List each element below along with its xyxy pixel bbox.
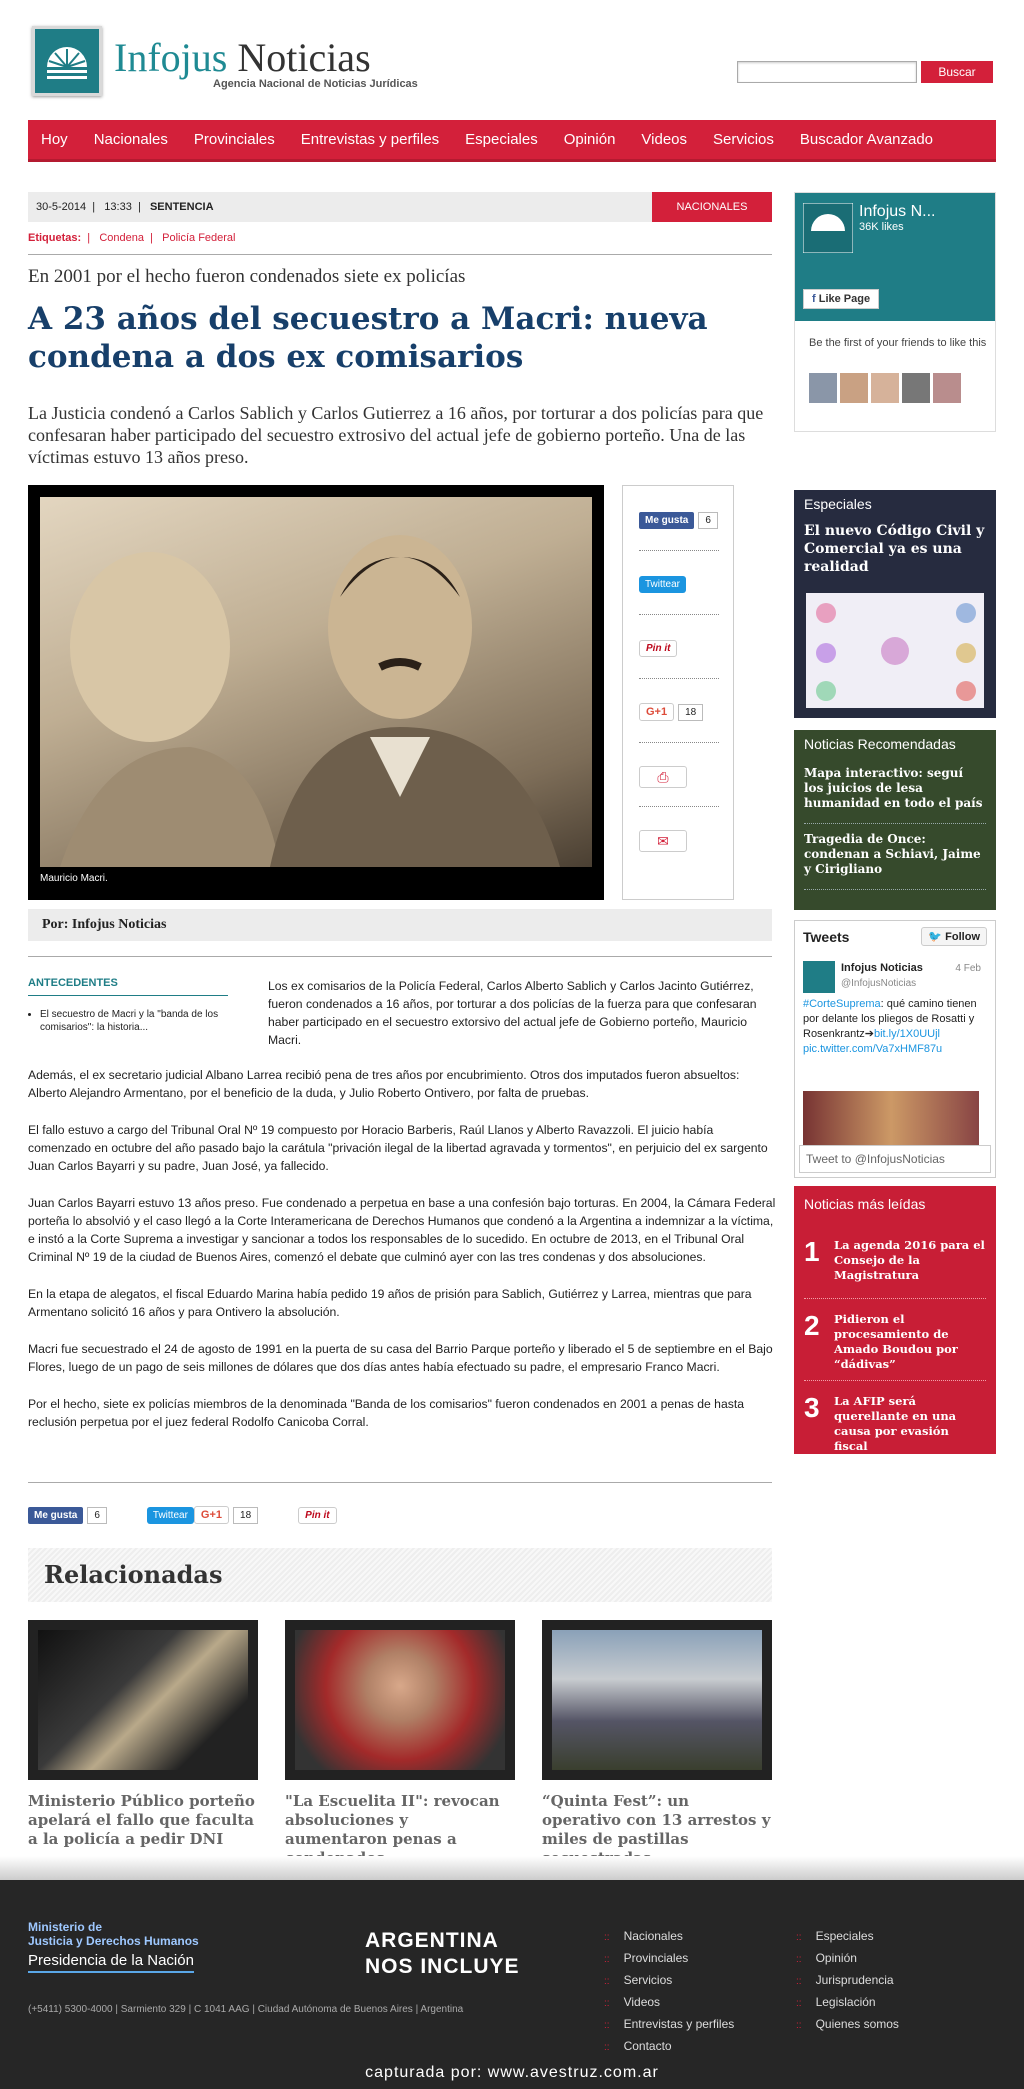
bullet-icon: :: xyxy=(604,1954,610,1965)
footer-link[interactable] xyxy=(796,1948,899,1970)
footer-link-label: Legislación xyxy=(815,1995,876,2009)
footer-address: (+5411) 5300-4000 | Sarmiento 329 | C 1041 AAG | Ciudad Autónoma de Buenos Aires | Argentina xyxy=(28,2004,464,2015)
nav-item-hoy[interactable]: Hoy xyxy=(41,131,68,148)
pin-group xyxy=(639,638,677,657)
avatar[interactable] xyxy=(933,373,961,403)
bullet-icon: :: xyxy=(604,1998,610,2009)
tweet-button[interactable]: Twittear xyxy=(639,576,686,593)
separator xyxy=(639,742,719,743)
photo-caption: Mauricio Macri. xyxy=(40,873,108,884)
photo-image xyxy=(40,497,592,867)
gplus-group xyxy=(639,702,703,721)
divider xyxy=(28,1482,772,1483)
related-image[interactable] xyxy=(28,1620,258,1780)
search-button[interactable]: Buscar xyxy=(921,61,993,83)
especiales-title: Especiales xyxy=(804,496,872,512)
footer-link[interactable] xyxy=(604,1992,734,2014)
footer-link[interactable] xyxy=(796,1970,899,1992)
separator xyxy=(804,1380,986,1381)
nav-item-opinion[interactable]: Opinión xyxy=(563,131,616,148)
footer-link[interactable] xyxy=(796,2014,899,2036)
separator xyxy=(639,806,719,807)
footer-link-label: Opinión xyxy=(815,1951,857,1965)
argentina-line-2: NOS INCLUYE xyxy=(365,1955,520,1978)
pinterest-button[interactable]: Pin it xyxy=(639,640,677,657)
tweet-date[interactable]: 4 Feb xyxy=(955,963,981,974)
tweets-title: Tweets xyxy=(803,929,850,945)
tags-label: Etiquetas: xyxy=(28,232,82,244)
avatar[interactable] xyxy=(809,373,837,403)
fb-like-count: 6 xyxy=(87,1507,107,1524)
footer-link-label: Servicios xyxy=(623,1973,673,1987)
antecedentes-title: ANTECEDENTES xyxy=(28,977,228,996)
article-body xyxy=(28,1066,776,1450)
footer-links-col-1 xyxy=(604,1926,734,2058)
footer-link-label: Quienes somos xyxy=(815,2017,899,2031)
fb-page-likes: 36K likes xyxy=(859,221,904,233)
fb-like-button[interactable]: Me gusta xyxy=(639,512,694,529)
related-title[interactable]: Ministerio Público porteño apelará el fallo que faculta a la policía a pedir DNI xyxy=(28,1792,255,1848)
print-icon[interactable]: ⎙ xyxy=(639,766,687,788)
separator xyxy=(639,614,719,615)
footer-link[interactable] xyxy=(796,1992,899,2014)
article-byline: Por: Infojus Noticias xyxy=(28,909,772,941)
fb-like-page-label: Like Page xyxy=(818,293,871,305)
related-card[interactable] xyxy=(542,1620,772,1868)
article-headline: A 23 años del secuestro a Macri: nueva condena a dos ex comisarios xyxy=(28,301,708,375)
tweet-group xyxy=(639,574,686,593)
section-badge[interactable]: NACIONALES xyxy=(652,192,772,222)
body-paragraph: Juan Carlos Bayarri estuvo 13 años preso. Fue condenado a perpetua en base a una confesión bajo torturas. En 2004, la Cámara Federal porteña lo absolvió y el caso llegó a la Corte Interamericana de Derechos Humanos que condenó a la Argentina a indemnizar a la víctima, e instó a la Corte Suprema a investigar y sancionar a todos los responsables de lo sucedido. En octubre de 2013, en el Tribunal Oral Criminal Nº 19 de la ciudad de Buenos Aires, comenzó el debate que culminó ayer con las tres condenas y dos absoluciones. xyxy=(28,1196,776,1264)
argentina-line-1: ARGENTINA xyxy=(365,1929,499,1952)
tweet-pic-link[interactable]: pic.twitter.com/Va7xHMF87u xyxy=(803,1043,943,1055)
tweet-item xyxy=(803,961,981,1057)
ministerio-line-2: Justicia y Derechos Humanos xyxy=(28,1934,199,1948)
mas-leidas-title: Noticias más leídas xyxy=(804,1196,926,1212)
recomendada-link[interactable]: Mapa interactivo: seguí los juicios de lesa humanidad en todo el país xyxy=(804,766,986,824)
tweet-image[interactable] xyxy=(803,1091,979,1147)
search-input[interactable] xyxy=(737,61,917,83)
tweet-link[interactable]: bit.ly/1X0UUjl xyxy=(873,1028,940,1040)
pinterest-button[interactable]: Pin it xyxy=(298,1507,336,1524)
body-paragraph: El fallo estuvo a cargo del Tribunal Oral Nº 19 compuesto por Horacio Barberis, Raúl Llanos y Alberto Ravazzoli. El juicio había comenzado en octubre del año pasado bajo la carátula "privación ilegal de la libertad agravada y tormentos", en perjuicio del ex sargento Juan Carlos Bayarri y su padre, Juan José, ya fallecido. xyxy=(28,1123,768,1173)
article-body-first: Los ex comisarios de la Policía Federal, Carlos Alberto Sablich y Carlos Jacinto Gutiérrez, fueron condenados a 16 años, por torturar a dos policías de la fuerza para que confesaran haber participado en el secuestro extorsivo del actual jefe de Gobierno porteño, Mauricio Macri. xyxy=(268,979,757,1047)
bullet-icon: :: xyxy=(796,1976,802,1987)
nav-item-especiales[interactable]: Especiales xyxy=(465,131,538,148)
separator xyxy=(639,678,719,679)
divider xyxy=(28,254,772,255)
avatar[interactable] xyxy=(902,373,930,403)
tags-line: Etiquetas: | Condena | Policía Federal xyxy=(28,232,236,244)
footer-link[interactable] xyxy=(604,1948,734,1970)
tweet-avatar[interactable] xyxy=(803,961,835,993)
mas-leidas-box xyxy=(794,1186,996,1454)
recomendadas-box xyxy=(794,730,996,910)
bullet-icon: :: xyxy=(604,1976,610,1987)
bullet-icon: :: xyxy=(604,1932,610,1943)
article-type: SENTENCIA xyxy=(149,201,214,213)
nav-item-nacionales[interactable]: Nacionales xyxy=(93,131,168,148)
separator xyxy=(639,550,719,551)
fb-like-group xyxy=(639,510,718,529)
article-kicker: En 2001 por el hecho fueron condenados siete ex policías xyxy=(28,266,466,287)
mas-leida-number: 1 xyxy=(804,1236,820,1267)
footer-link-label: Nacionales xyxy=(623,1929,683,1943)
mas-leida-text[interactable]: La agenda 2016 para el Consejo de la Magistratura xyxy=(834,1238,985,1282)
tweet-hashtag[interactable]: #CorteSuprema xyxy=(803,998,881,1010)
related-title[interactable]: “Quinta Fest”: un operativo con 13 arrestos y miles de pastillas xyxy=(542,1792,771,1848)
relacionadas-header: Relacionadas xyxy=(28,1548,772,1602)
article-photo xyxy=(28,485,604,900)
body-paragraph: Por el hecho, siete ex policías miembros de la denominada "Banda de los comisarios" fueron condenados en 2001 a penas de hasta reclusión perpetua por el juez federal Rodolfo Canicoba Corral. xyxy=(28,1397,744,1429)
facebook-page-widget xyxy=(794,192,996,432)
logo-word-1: Infojus xyxy=(114,35,228,80)
related-card[interactable] xyxy=(28,1620,258,1849)
divider xyxy=(28,956,772,957)
recomendada-link[interactable]: Tragedia de Once: condenan a Schiavi, Jaime y Cirigliano xyxy=(804,832,986,890)
gplus-button[interactable]: G+1 xyxy=(194,1506,229,1524)
fb-page-logo-icon xyxy=(803,203,853,253)
footer-link[interactable] xyxy=(604,2014,734,2036)
bullet-icon: :: xyxy=(604,2020,610,2031)
bullet-icon: :: xyxy=(796,1932,802,1943)
article-meta-bar: 30-5-2014 | 13:33 | SENTENCIA NACIONALES xyxy=(28,192,772,222)
logo-wordmark[interactable] xyxy=(114,36,371,80)
twitter-widget xyxy=(794,920,996,1178)
fb-avatars xyxy=(809,373,961,403)
mas-leida-number: 3 xyxy=(804,1392,820,1423)
nav-item-buscador[interactable]: Buscador Avanzado xyxy=(799,131,934,148)
share-column xyxy=(622,485,734,900)
especiales-image[interactable] xyxy=(806,593,984,708)
article-time: 13:33 xyxy=(104,201,132,213)
print-group xyxy=(639,766,687,788)
footer-link[interactable] xyxy=(604,2036,734,2058)
tag-link[interactable]: Policía Federal xyxy=(162,232,236,244)
mas-leida-number: 2 xyxy=(804,1310,820,1341)
mas-leida-text[interactable]: Pidieron el procesamiento de Amado Boudou por “dádivas” xyxy=(834,1312,958,1371)
twitter-bird-icon: 🐦 xyxy=(928,931,943,943)
site-header xyxy=(28,24,998,104)
body-paragraph: Además, el ex secretario judicial Albano Larrea recibió pena de tres años por encubrimiento. Otros dos imputados fueron absueltos: Alberto Alejandro Armentano, por el beneficio de la duda, y Julio Roberto Ontivero, por falta de pruebas. xyxy=(28,1068,740,1100)
bullet-icon: :: xyxy=(796,1954,802,1965)
antecedentes-box xyxy=(28,977,228,1034)
capture-credit: capturada por: www.avestruz.com.ar xyxy=(365,2064,659,2081)
footer-link-label: Especiales xyxy=(815,1929,874,1943)
related-title[interactable]: "La Escuelita II": revocan absoluciones y aumentaron penas a xyxy=(285,1792,500,1848)
bullet-icon: :: xyxy=(604,2042,610,2053)
tweet-author-name[interactable]: Infojus Noticias xyxy=(841,962,923,974)
avatar[interactable] xyxy=(871,373,899,403)
nav-item-servicios[interactable]: Servicios xyxy=(713,131,774,148)
presidencia-label[interactable]: Presidencia de la Nación xyxy=(28,1952,194,1973)
especiales-box xyxy=(794,490,996,718)
fb-like-count: 6 xyxy=(698,512,718,529)
email-icon[interactable]: ✉ xyxy=(639,830,687,852)
mas-leida-text[interactable]: La AFIP será querellante en una causa por evasión fiscal xyxy=(834,1394,957,1453)
footer-link[interactable] xyxy=(796,1926,899,1948)
body-paragraph: Macri fue secuestrado el 24 de agosto de 1991 en la puerta de su casa del Barrio Parque porteño y liberado el 5 de septiembre en el Bajo Flores, luego de un pago de seis millones de dólares que dos días antes había efectuado su padre, el empresario Franco Macri. xyxy=(28,1342,773,1374)
logo-word-2: Noticias xyxy=(237,35,371,80)
nav-item-entrevistas[interactable]: Entrevistas y perfiles xyxy=(300,131,440,148)
separator xyxy=(804,1298,986,1299)
footer-link-label: Videos xyxy=(623,1995,661,2009)
tag-link[interactable]: Condena xyxy=(99,232,144,244)
antecedentes-link[interactable]: • El secuestro de Macri y la "banda de los comisarios": la historia... xyxy=(40,1008,228,1034)
bullet-icon: :: xyxy=(796,1998,802,2009)
tweet-compose-input[interactable]: Tweet to @InfojusNoticias xyxy=(799,1145,991,1173)
article-date: 30-5-2014 xyxy=(36,201,87,213)
footer-link-label: Provinciales xyxy=(623,1951,689,1965)
tweet-handle[interactable]: @InfojusNoticias xyxy=(841,978,917,989)
main-nav xyxy=(28,120,996,162)
site-footer xyxy=(0,1880,1024,2089)
footer-link-label: Contacto xyxy=(623,2039,672,2053)
logo-tagline: Agencia Nacional de Noticias Jurídicas xyxy=(213,78,418,90)
fb-banner[interactable] xyxy=(795,193,995,321)
article-lead: La Justicia condenó a Carlos Sablich y Carlos Gutierrez a 16 años, por torturar a dos policías para que confesaran haber participado del secuestro extrosivo del actual jefe de gobierno porteño. Una de las víctimas estuvo 13 años preso. xyxy=(28,403,764,467)
twitter-follow-button[interactable] xyxy=(921,927,987,946)
related-image[interactable] xyxy=(285,1620,515,1780)
nav-item-videos[interactable]: Videos xyxy=(641,131,688,148)
footer-link-label: Entrevistas y perfiles xyxy=(623,2017,735,2031)
related-image[interactable] xyxy=(542,1620,772,1780)
ministerio-line-1: Ministerio de xyxy=(28,1920,103,1934)
fb-friends-text: Be the first of your friends to like this xyxy=(809,337,987,349)
follow-label: Follow xyxy=(945,931,980,943)
body-paragraph: En la etapa de alegatos, el fiscal Eduardo Marina había pedido 19 años de prisión para Sablich, Gutiérrez y Larrea, mientras que para Armentano solicitó 16 años y para Ontivero la absolución. xyxy=(28,1287,752,1319)
gplus-count: 18 xyxy=(678,704,703,721)
fb-like-page-button[interactable] xyxy=(803,289,879,309)
email-group xyxy=(639,830,687,852)
ministerio-logo[interactable] xyxy=(28,1920,199,1948)
recomendadas-title: Noticias Recomendadas xyxy=(804,736,956,752)
footer-link[interactable] xyxy=(604,1926,734,1948)
bullet-icon: :: xyxy=(796,2020,802,2031)
nav-item-provinciales[interactable]: Provinciales xyxy=(193,131,275,148)
fb-page-title: Infojus N... xyxy=(859,203,936,220)
fb-icon: f xyxy=(812,293,816,305)
logo-icon[interactable] xyxy=(32,26,102,96)
tweet-button[interactable]: Twittear xyxy=(147,1507,194,1524)
tweet-text: : qué camino tienen por delante los pliegos de Rosatti y Rosenkrantz➔ xyxy=(803,998,977,1040)
bottom-share-row xyxy=(28,1503,337,1527)
tweet-text-block xyxy=(803,997,981,1057)
footer-link[interactable] xyxy=(604,1970,734,1992)
argentina-logo[interactable] xyxy=(365,1928,520,1980)
gplus-button[interactable]: G+1 xyxy=(639,703,674,721)
fb-like-button[interactable]: Me gusta xyxy=(28,1507,83,1524)
related-card[interactable] xyxy=(285,1620,515,1868)
gplus-count: 18 xyxy=(233,1507,258,1524)
footer-links-col-2 xyxy=(796,1926,899,2036)
especiales-link[interactable]: El nuevo Código Civil y Comercial ya es una realidad xyxy=(804,523,985,575)
avatar[interactable] xyxy=(840,373,868,403)
footer-link-label: Jurisprudencia xyxy=(815,1973,894,1987)
